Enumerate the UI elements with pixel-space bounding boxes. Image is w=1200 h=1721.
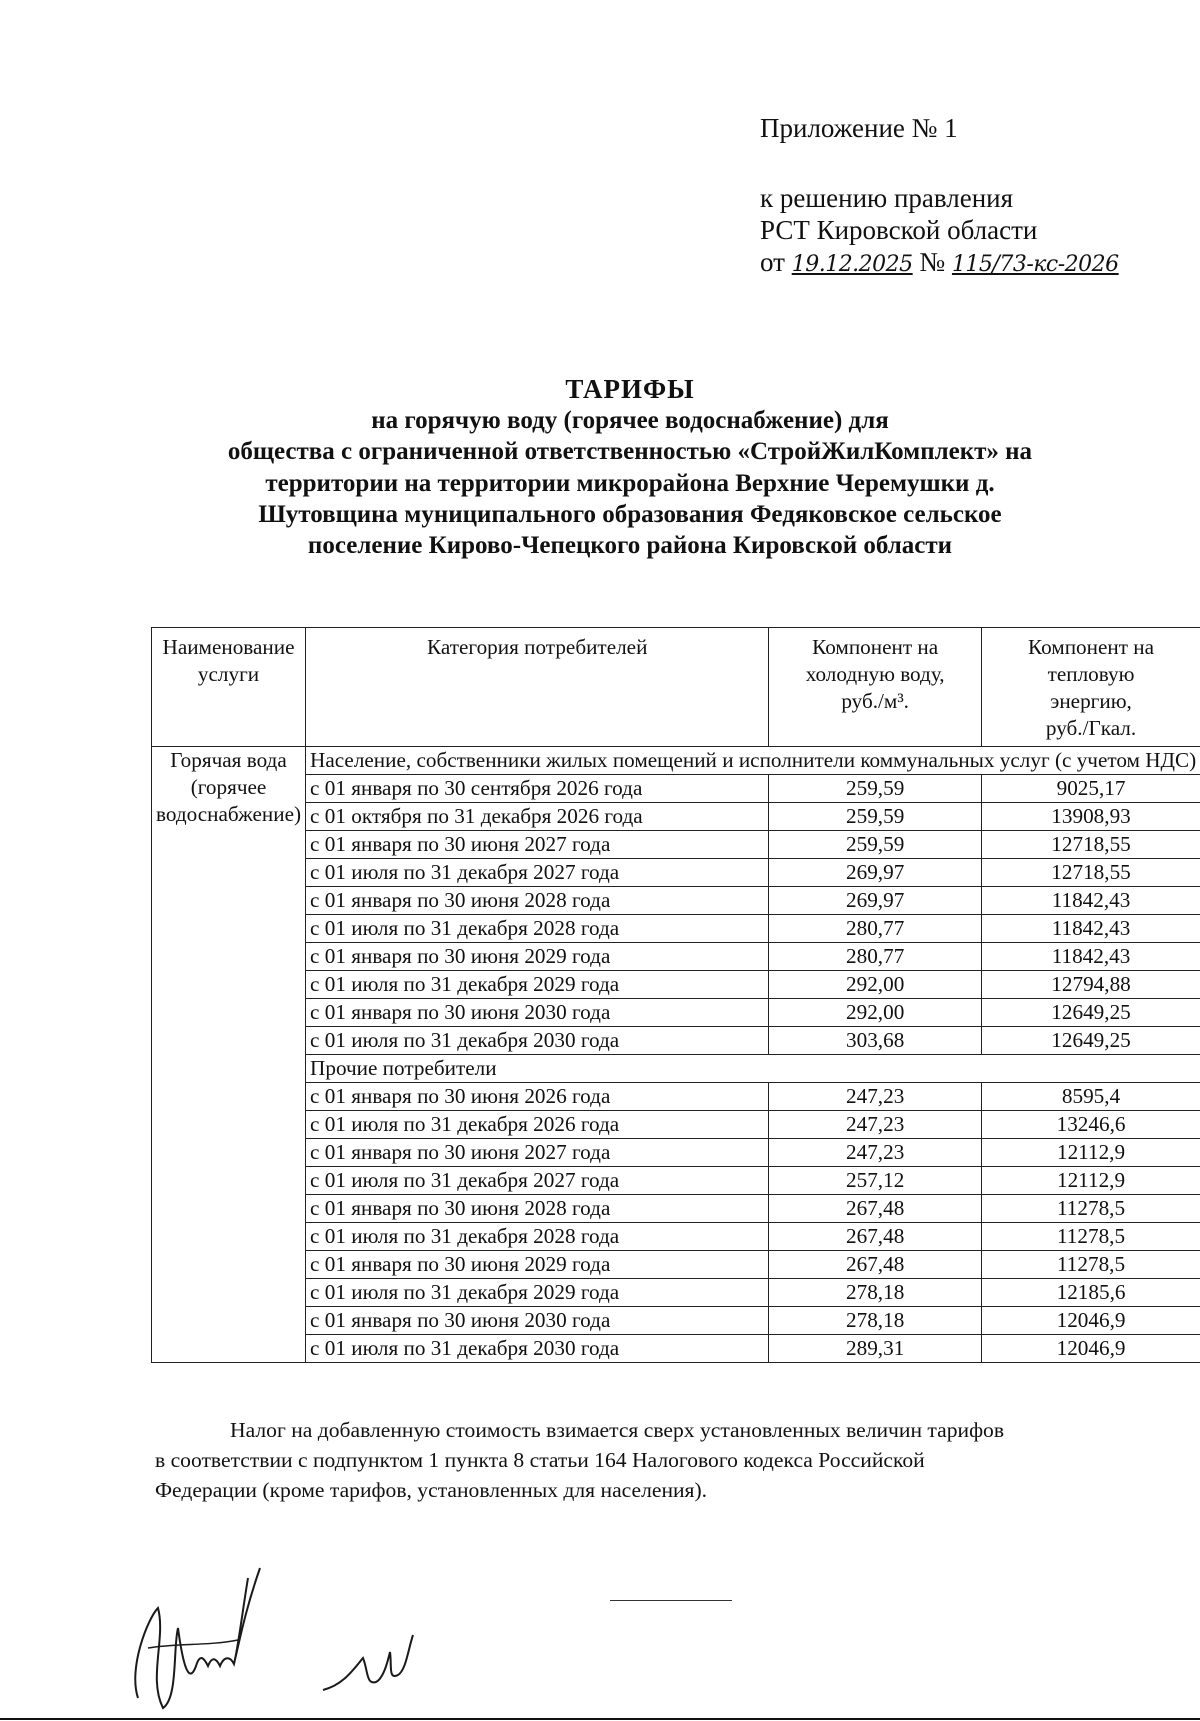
period-cell: с 01 июля по 31 декабря 2028 года [306, 915, 769, 943]
cold-water-cell: 267,48 [769, 1251, 981, 1279]
period-cell: с 01 июля по 31 декабря 2028 года [306, 1223, 769, 1251]
from-label: от [760, 247, 785, 277]
heat-energy-cell: 12718,55 [981, 831, 1200, 859]
signature-right [318, 1630, 418, 1700]
heat-energy-cell: 11278,5 [981, 1195, 1200, 1223]
cold-water-cell: 292,00 [769, 971, 981, 999]
title-line-3: территории на территории микрорайона Верхние Черемушки д. [265, 469, 995, 497]
period-cell: с 01 октября по 31 декабря 2026 года [306, 803, 769, 831]
heat-energy-cell: 12718,55 [981, 859, 1200, 887]
cold-water-cell: 259,59 [769, 831, 981, 859]
period-cell: с 01 января по 30 июня 2030 года [306, 999, 769, 1027]
period-cell: с 01 июля по 31 декабря 2026 года [306, 1111, 769, 1139]
heat-energy-cell: 13908,93 [981, 803, 1200, 831]
table-row [152, 971, 1200, 999]
title-line-4: Шутовщина муниципального образования Федяковское сельское [258, 500, 1002, 528]
header-heat-line: энергию, [1050, 689, 1132, 713]
decision-number: 115/73-кс-2026 [951, 252, 1119, 277]
appendix-label: Приложение № 1 [760, 113, 958, 143]
table-row [152, 1251, 1200, 1279]
header-category: Категория потребителей [306, 628, 769, 747]
table-row [152, 1167, 1200, 1195]
period-cell: с 01 января по 30 июня 2027 года [306, 831, 769, 859]
heat-energy-cell: 11842,43 [981, 887, 1200, 915]
cold-water-cell: 278,18 [769, 1279, 981, 1307]
table-row [152, 1083, 1200, 1111]
heat-energy-cell: 12794,88 [981, 971, 1200, 999]
cold-water-cell: 280,77 [769, 943, 981, 971]
title-line-2: общества с ограниченной ответственностью «СтройЖилКомплект» на [227, 438, 1033, 466]
period-cell: с 01 января по 30 июня 2030 года [306, 1307, 769, 1335]
header-heat-line: Компонент на [1028, 635, 1155, 659]
header-heat-energy [981, 628, 1200, 747]
page-bottom-rule [0, 1718, 1200, 1720]
heat-energy-cell: 12112,9 [981, 1139, 1200, 1167]
service-name-line: водоснабжение) [156, 802, 302, 826]
table-row [152, 887, 1200, 915]
header-heat-line: тепловую [1047, 662, 1135, 686]
heat-energy-cell: 11842,43 [981, 915, 1200, 943]
cold-water-cell: 247,23 [769, 1083, 981, 1111]
service-name-line: (горячее [190, 775, 267, 799]
table-row [152, 1195, 1200, 1223]
appendix-date-number-line [760, 246, 1119, 281]
appendix-block [760, 112, 1119, 281]
cold-water-cell: 289,31 [769, 1335, 981, 1363]
period-cell: с 01 июля по 31 декабря 2027 года [306, 859, 769, 887]
decision-date: 19.12.2025 [791, 252, 913, 277]
cold-water-cell: 259,59 [769, 803, 981, 831]
number-label: № [919, 247, 946, 277]
table-header-row [152, 628, 1200, 747]
heat-energy-cell: 11842,43 [981, 943, 1200, 971]
document-title [130, 374, 1130, 561]
signature-left [118, 1548, 268, 1720]
table-row [152, 1223, 1200, 1251]
table-row [152, 775, 1200, 803]
header-service: Наименование услуги [152, 628, 306, 747]
table-row [152, 999, 1200, 1027]
table-row [152, 859, 1200, 887]
cold-water-cell: 267,48 [769, 1223, 981, 1251]
period-cell: с 01 января по 30 июня 2027 года [306, 1139, 769, 1167]
heat-energy-cell: 12112,9 [981, 1167, 1200, 1195]
period-cell: с 01 июля по 31 декабря 2029 года [306, 1279, 769, 1307]
period-cell: с 01 июля по 31 декабря 2029 года [306, 971, 769, 999]
consumer-group-title: Население, собственники жилых помещений и исполнители коммунальных услуг (с учетом НДС) [306, 747, 1200, 775]
tariff-table [151, 627, 1200, 1363]
divider-line [610, 1600, 732, 1601]
period-cell: с 01 января по 30 июня 2029 года [306, 943, 769, 971]
period-cell: с 01 января по 30 сентября 2026 года [306, 775, 769, 803]
heat-energy-cell: 12649,25 [981, 1027, 1200, 1055]
heat-energy-cell: 12046,9 [981, 1335, 1200, 1363]
heat-energy-cell: 12649,25 [981, 999, 1200, 1027]
table-row [152, 1139, 1200, 1167]
heat-energy-cell: 13246,6 [981, 1111, 1200, 1139]
table-row [152, 1307, 1200, 1335]
cold-water-cell: 267,48 [769, 1195, 981, 1223]
heat-energy-cell: 12046,9 [981, 1307, 1200, 1335]
header-cold-line: руб./м³. [841, 689, 909, 713]
heat-energy-cell: 8595,4 [981, 1083, 1200, 1111]
period-cell: с 01 января по 30 июня 2029 года [306, 1251, 769, 1279]
heat-energy-cell: 12185,6 [981, 1279, 1200, 1307]
title-line-5: поселение Кирово-Чепецкого района Кировской области [307, 532, 953, 560]
heat-energy-cell: 11278,5 [981, 1223, 1200, 1251]
cold-water-cell: 247,23 [769, 1139, 981, 1167]
group-row [152, 747, 1200, 775]
table-row [152, 1335, 1200, 1363]
cold-water-cell: 269,97 [769, 859, 981, 887]
vat-note [155, 1415, 1115, 1505]
cold-water-cell: 280,77 [769, 915, 981, 943]
heat-energy-cell: 11278,5 [981, 1251, 1200, 1279]
table-row [152, 1279, 1200, 1307]
cold-water-cell: 292,00 [769, 999, 981, 1027]
appendix-decision-line: к решению правления [760, 183, 1014, 213]
group-row [152, 1055, 1200, 1083]
header-cold-line: холодную воду, [805, 662, 945, 686]
cold-water-cell: 303,68 [769, 1027, 981, 1055]
cold-water-cell: 269,97 [769, 887, 981, 915]
period-cell: с 01 января по 30 июня 2028 года [306, 1195, 769, 1223]
period-cell: с 01 января по 30 июня 2028 года [306, 887, 769, 915]
table-row [152, 1027, 1200, 1055]
cold-water-cell: 257,12 [769, 1167, 981, 1195]
title-heading: ТАРИФЫ [565, 374, 695, 404]
consumer-group-title: Прочие потребители [306, 1055, 1200, 1083]
service-name-cell [152, 747, 306, 1363]
cold-water-cell: 247,23 [769, 1111, 981, 1139]
heat-energy-cell: 9025,17 [981, 775, 1200, 803]
appendix-authority-line: РСТ Кировской области [760, 215, 1038, 245]
period-cell: с 01 января по 30 июня 2026 года [306, 1083, 769, 1111]
header-heat-line: руб./Гкал. [1045, 716, 1137, 740]
cold-water-cell: 259,59 [769, 775, 981, 803]
table-row [152, 803, 1200, 831]
note-line: Федерации (кроме тарифов, установленных для населения). [155, 1478, 708, 1502]
period-cell: с 01 июля по 31 декабря 2030 года [306, 1027, 769, 1055]
period-cell: с 01 июля по 31 декабря 2030 года [306, 1335, 769, 1363]
header-cold-water [769, 628, 981, 747]
table-row [152, 1111, 1200, 1139]
header-cold-line: Компонент на [812, 635, 939, 659]
table-row [152, 943, 1200, 971]
note-line: в соответствии с подпунктом 1 пункта 8 статьи 164 Налогового кодекса Российской [155, 1448, 925, 1472]
title-line-1: на горячую воду (горячее водоснабжение) для [371, 407, 889, 435]
table-row [152, 831, 1200, 859]
cold-water-cell: 278,18 [769, 1307, 981, 1335]
period-cell: с 01 июля по 31 декабря 2027 года [306, 1167, 769, 1195]
note-line: Налог на добавленную стоимость взимается сверх установленных величин тарифов [230, 1418, 1005, 1442]
table-row [152, 915, 1200, 943]
service-name-line: Горячая вода [170, 748, 287, 772]
